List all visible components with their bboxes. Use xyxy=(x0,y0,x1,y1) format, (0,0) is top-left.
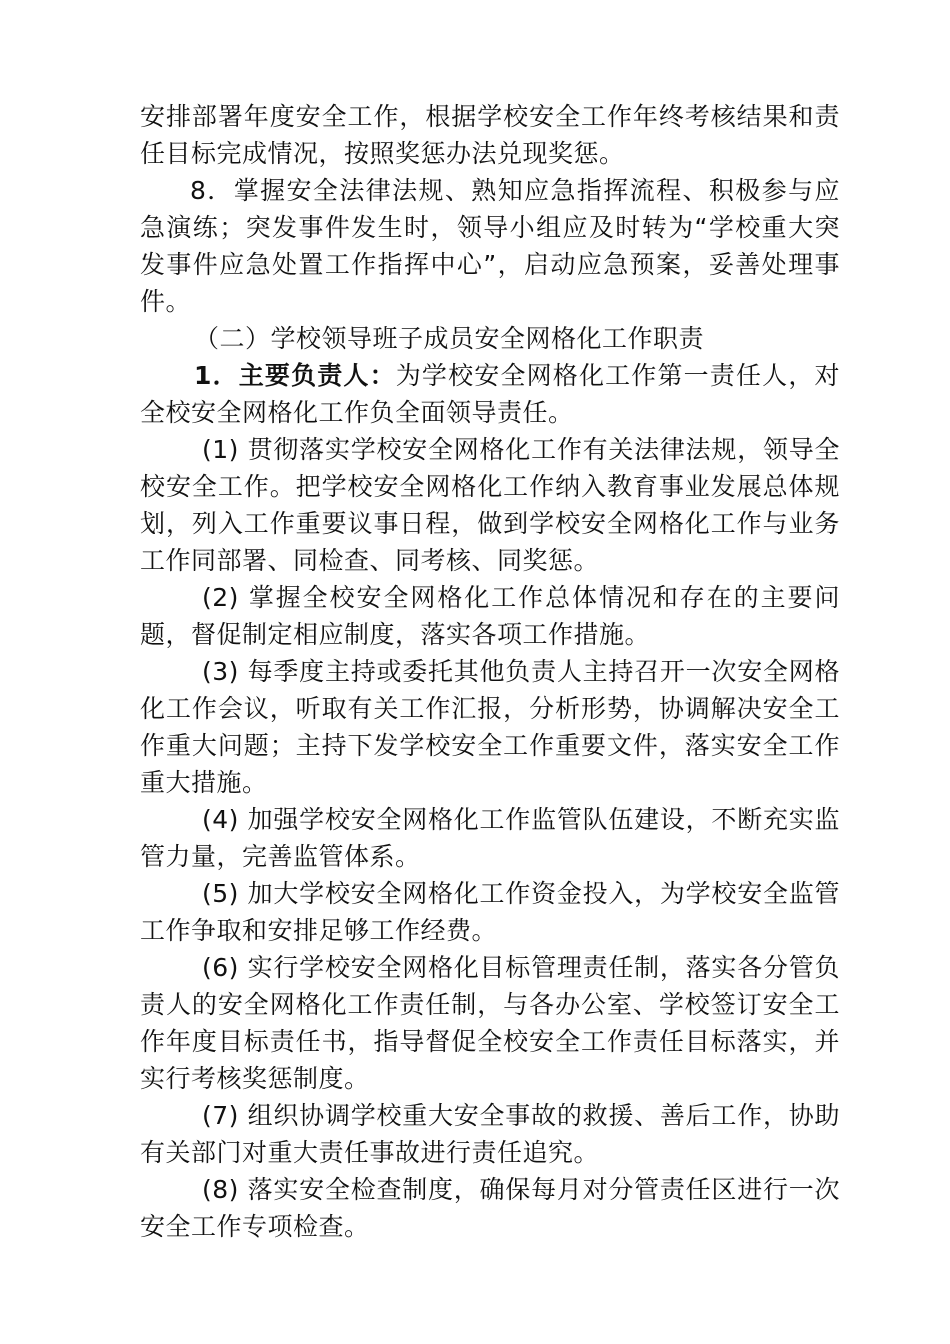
sub-item-text: 加大学校安全网格化工作资金投入，为学校安全监管工作争取和安排足够工作经费。 xyxy=(140,879,840,945)
section-heading: （二）学校领导班子成员安全网格化工作职责 xyxy=(194,324,705,353)
sub-item-number: (5) xyxy=(202,879,239,908)
item-8-text: 掌握安全法律法规、熟知应急指挥流程、积极参与应急演练；突发事件发生时，领导小组应及时转为“学校重大突发事件应急处置工作指挥中心”，启动应急预案，妥善处理事件。 xyxy=(140,176,841,316)
sub-item xyxy=(140,579,840,653)
sub-item-text: 落实安全检查制度，确保每月对分管责任区进行一次安全工作专项检查。 xyxy=(140,1175,840,1241)
sub-item xyxy=(140,653,840,801)
sub-item-number: (8) xyxy=(202,1175,239,1204)
sub-item xyxy=(140,801,840,875)
sub-item-text: 加强学校安全网格化工作监管队伍建设，不断充实监管力量，完善监管体系。 xyxy=(140,805,840,871)
item-8-number: 8． xyxy=(190,176,234,205)
sub-item xyxy=(140,431,840,579)
sub-item-number: (6) xyxy=(202,953,239,982)
paragraph-continuation: 安排部署年度安全工作，根据学校安全工作年终考核结果和责任目标完成情况，按照奖惩办法兑现奖惩。 xyxy=(140,102,840,168)
sub-item xyxy=(140,949,840,1097)
sub-item xyxy=(140,1097,840,1171)
sub-item-text: 每季度主持或委托其他负责人主持召开一次安全网格化工作会议，听取有关工作汇报，分析形势，协调解决安全工作重大问题；主持下发学校安全工作重要文件，落实安全工作重大措施。 xyxy=(140,657,840,797)
sub-item-number: (4) xyxy=(202,805,239,834)
paragraph-principal-responsible xyxy=(140,357,840,431)
sub-item-text: 组织协调学校重大安全事故的救援、善后工作，协助有关部门对重大责任事故进行责任追究。 xyxy=(140,1101,840,1167)
sub-item xyxy=(140,875,840,949)
sub-item xyxy=(140,1171,840,1245)
sub-item-text: 实行学校安全网格化目标管理责任制，落实各分管负责人的安全网格化工作责任制，与各办公室、学校签订安全工作年度目标责任书，指导督促全校安全工作责任目标落实，并实行考核奖惩制度。 xyxy=(140,953,840,1093)
principal-text: 为学校安全网格化工作第一责任人，对全校安全网格化工作负全面领导责任。 xyxy=(140,361,840,427)
sub-item-text: 贯彻落实学校安全网格化工作有关法律法规，领导全校安全工作。把学校安全网格化工作纳入教育事业发展总体规划，列入工作重要议事日程，做到学校安全网格化工作与业务工作同部署、同检查、同考核、同奖惩。 xyxy=(140,435,840,575)
sub-item-number: (7) xyxy=(202,1101,239,1130)
sub-item-number: (2) xyxy=(202,583,239,612)
paragraph-item-8 xyxy=(140,172,840,320)
sub-item-text: 掌握全校安全网格化工作总体情况和存在的主要问题，督促制定相应制度，落实各项工作措施。 xyxy=(140,583,840,649)
sub-item-number: (1) xyxy=(202,435,239,464)
principal-label: 1．主要负责人： xyxy=(194,361,396,390)
sub-item-number: (3) xyxy=(202,657,239,686)
